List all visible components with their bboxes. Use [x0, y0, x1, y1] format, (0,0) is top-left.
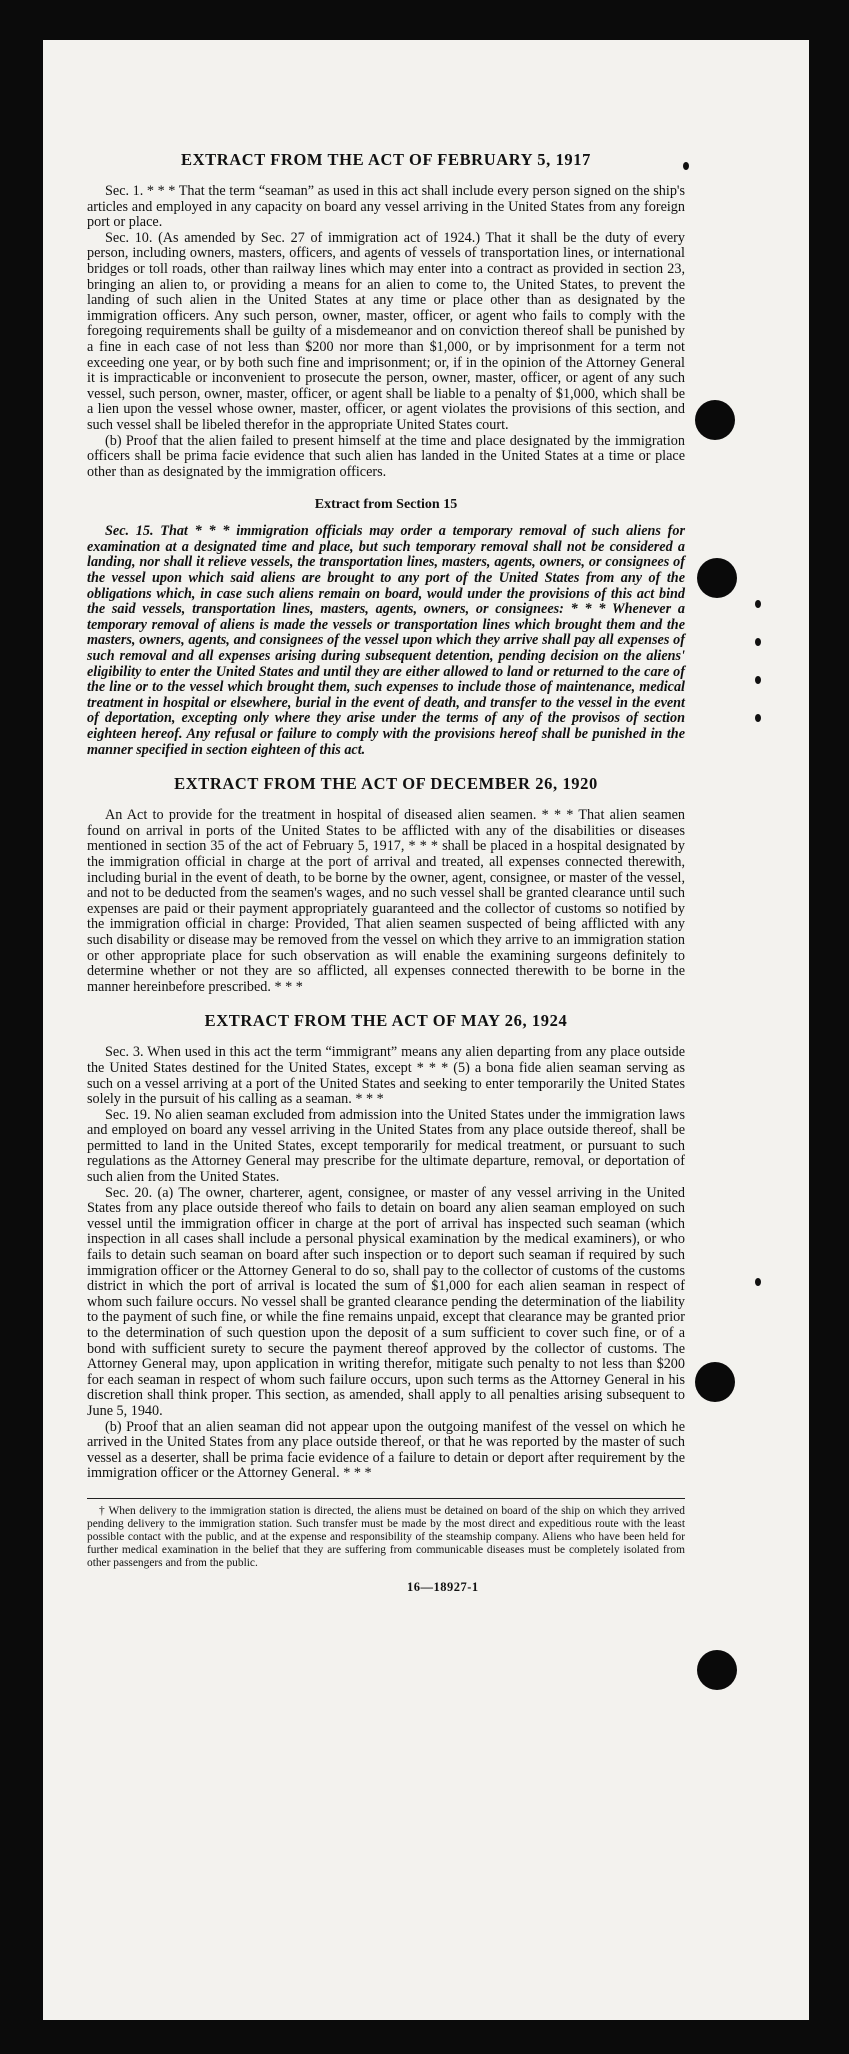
margin-mark [755, 714, 761, 722]
section-title: EXTRACT FROM THE ACT OF MAY 26, 1924 [204, 1011, 568, 1031]
paragraph-sec-3: Sec. 3. When used in this act the term “immigrant” means any alien departing from any place outside the United States destined for the United States, except * * * (5) a bona fide alien seaman serving as such on a vessel arriving at a port of the United States and seeking to enter temporarily the United States solely in the pursuit of his calling as a seaman. * * * [87, 1044, 685, 1108]
paragraph-sec-1: Sec. 1. * * * That the term “seaman” as used in this act shall include every person signed on the ship's articles and employed in any capacity on board any vessel arriving in the United States from any foreign port or place. [87, 183, 685, 231]
margin-mark [683, 162, 689, 170]
margin-mark [755, 676, 761, 684]
margin-mark [755, 1278, 761, 1286]
form-code: 16—18927-1 [407, 1579, 479, 1594]
binder-hole [697, 558, 737, 598]
footnote: † When delivery to the immigration station is directed, the aliens must be detained on board of the ship on which they arrived pending delivery to the immigration station. Such transfer must be made by the most direct and expeditious route with the least possible contact with the public, and at the expense and responsibility of the steamship company. Aliens who have been held for further medical examination in the belief that they are suffering from communicable diseases must be completely isolated from other passengers and from the public. [87, 1504, 685, 1569]
section-subtitle: Extract from Section 15 [314, 497, 458, 513]
section-act-1917 [87, 150, 685, 480]
section-act-1920 [87, 774, 685, 995]
paragraph-sec-10: Sec. 10. (As amended by Sec. 27 of immigration act of 1924.) That it shall be the duty of every person, including owners, masters, officers, and agents of vessels of transportation lines, or international bridges or toll roads, other than railway lines which may enter into a contract as provided in section 23, bringing an alien to, or providing a means for an alien to come to, the United States, to prevent the landing of such alien in the United States at any time or place other than as designated by the immigration officers. Any such person, owner, master, officer, or agent who fails to comply with the foregoing requirements shall be guilty of a misdemeanor and on conviction thereof shall be punished by a fine in each case of not less than $200 nor more than $1,000, or by imprisonment for a term not exceeding one year, or by both such fine and imprisonment; or, if in the opinion of the Attorney General it is impracticable or inconvenient to prosecute the person, owner, master, officer, or agent of any such vessel, such person, owner, master, officer, or agent shall be liable to a penalty of $1,000, which shall be a lien upon the vessel whose owner, master, officer, or agent violates the provisions of this section, and such vessel shall be libeled therefor in the appropriate United States court. [87, 229, 685, 433]
section-extract-15 [87, 496, 685, 758]
margin-mark [755, 600, 761, 608]
binder-hole [695, 1362, 735, 1402]
binder-hole [697, 1650, 737, 1690]
paragraph-sec-20-b: (b) Proof that an alien seaman did not appear upon the outgoing manifest of the vessel on which he arrived in the United States from any place outside thereof, or that he was reported by the master of such vessel as a deserter, shall be prima facie evidence of a failure to detain or deport after requirement by the immigration officer or the Attorney General. * * * [87, 1418, 685, 1482]
paragraph-sec-19: Sec. 19. No alien seaman excluded from admission into the United States under the immigration laws and employed on board any vessel arriving in the United States from any place outside thereof, shall be permitted to land in the United States, except temporarily for medical treatment, or pursuant to such regulations as the Attorney General may prescribe for the ultimate departure, removal, or deportation of such alien from the United States. [87, 1106, 685, 1186]
paragraph-sec-15: Sec. 15. That * * * immigration officials may order a temporary removal of such aliens for examination at a designated time and place, but such temporary removal shall not be considered a landing, nor shall it relieve vessels, the transportation lines, masters, agents, owners, or consignees of the vessel upon which said aliens are brought to any port of the United States from any of the obligations which, in case such aliens remain on board, would under the provisions of this act bind the said vessels, transportation lines, masters, agents, owners, or consignees: * * * Whenever a temporary removal of aliens is made the vessels or transportation lines which brought them and the masters, owners, agents, and consignees of the vessel upon which they arrive shall pay all expenses of such removal and all expenses arising during subsequent detention, pending decision on the aliens' eligibility to enter the United States and until they are either allowed to land or returned to the care of the line or to the vessel which brought them, such expenses to include those of maintenance, medical treatment in hospital or elsewhere, burial in the event of death, and transfer to the vessel in the event of deportation, excepting only where they arise under the terms of any of the provisos of section eighteen hereof. Any refusal or failure to comply with the provisions hereof shall be punished in the manner specified in section eighteen of this act. [87, 523, 685, 758]
footnote-divider [87, 1498, 685, 1499]
section-act-1924 [87, 1011, 685, 1482]
margin-mark [755, 638, 761, 646]
paragraph-sec-10-b: (b) Proof that the alien failed to present himself at the time and place designated by the immigration officers shall be prima facie evidence that such alien has landed in the United States at a time or place other than as designated by the immigration officers. [87, 432, 685, 480]
paragraph-sec-20-a: Sec. 20. (a) The owner, charterer, agent, consignee, or master of any vessel arriving in the United States from any place outside thereof who fails to detain on board any alien seaman employed on such vessel until the immigration officer in charge at the port of arrival has inspected such seaman (which inspection in all cases shall include a personal physical examination by the medical examiners), or who fails to detain such seaman on board after such inspection or to deport such seaman if required by such immigration officer or the Attorney General to do so, shall pay to the collector of customs of the customs district in which the port of arrival is located the sum of $1,000 for each alien seaman in respect of whom such failure occurs. No vessel shall be granted clearance pending the determination of the liability to the payment of such fine, or while the fine remains unpaid, except that clearance may be granted prior to the determination of such question upon the deposit of a sum sufficient to cover such fine, or of a bond with sufficient surety to secure the payment thereof approved by the collector of customs. The Attorney General may, upon application in writing therefor, mitigate such penalty to not less than $200 for each seaman in respect of whom such failure occurs, upon such terms as the Attorney General in his discretion shall think proper. This section, as amended, shall apply to all penalties arising subsequent to June 5, 1940. [87, 1184, 685, 1419]
document-column [87, 150, 685, 1595]
paragraph-act-1920: An Act to provide for the treatment in hospital of diseased alien seamen. * * * That alien seamen found on arrival in ports of the United States to be afflicted with any of the disabilities or diseases mentioned in section 35 of the act of February 5, 1917, * * * shall be placed in a hospital designated by the immigration official in charge at the port of arrival and treated, all expenses connected therewith, including burial in the event of death, to be borne by the owner, agent, consignee, or master of the vessel, and not to be deducted from the seamen's wages, and no such vessel shall be granted clearance until such expenses are paid or their payment appropriately guaranteed and the collector of customs so notified by the immigration official in charge: Provided, That alien seamen suspected of being afflicted with any such disability or disease may be removed from the vessel on which they arrive to an immigration station or other appropriate place for such observation as will enable the examining surgeons definitely to determine whether or not they are so afflicted, all expenses connected therewith to be borne in the manner hereinbefore prescribed. * * * [87, 807, 685, 995]
section-title: EXTRACT FROM THE ACT OF FEBRUARY 5, 1917 [181, 150, 591, 169]
section-title: EXTRACT FROM THE ACT OF DECEMBER 26, 1920 [174, 774, 598, 794]
binder-hole [695, 400, 735, 440]
document-page [43, 40, 809, 2020]
